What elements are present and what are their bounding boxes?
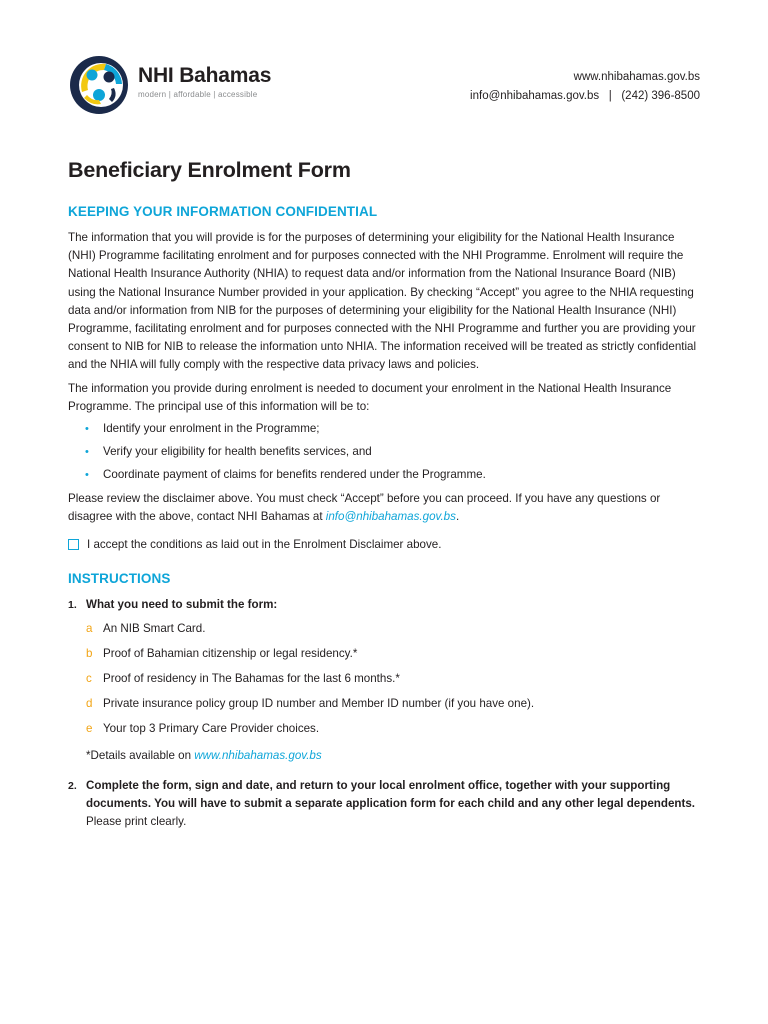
- confidential-paragraph-1: The information that you will provide is for the purposes of determining your eligibility for the National Health Insurance (NHI) Programme facilitating enrolment and for purposes connected with the NHI Programme. Enrolment will require the National Health Insurance Authority (NHIA) to request data and/or information from the National Insurance Board (NIB) using the National Insurance Number provided in your application. By checking “Accept” you agree to the NHIA requesting data and/or information from NIB for the purposes of determining your eligibility for the National Health Insurance (NHI) Programme, facilitating enrolment and for purposes connected with the NHI Programme and further you are providing your consent to NIB for NIB to release the information unto NHIA. The information received will be treated as strictly confidential and the NHIA will fully comply with the respective data privacy laws and policies.: [68, 231, 697, 372]
- review-email-link[interactable]: info@nhibahamas.gov.bs: [325, 510, 456, 524]
- item-instruction-bold: Complete the form, sign and date, and return to your local enrolment office, together with your supporting documents. You will have to submit a separate application form for each child and any other legal dependents.: [86, 779, 696, 810]
- review-paragraph: Please review the disclaimer above. You must check “Accept” before you can proceed. If you have any questions or disagree with the above, contact NHI Bahamas at info@nhibahamas.gov.bs.: [68, 492, 661, 524]
- item-letter: d: [86, 697, 93, 710]
- list-item: b Proof of Bahamian citizenship or legal residency.*: [86, 645, 686, 670]
- item-number: 2.: [68, 780, 77, 792]
- list-item: • Identify your enrolment in the Programme;: [68, 420, 704, 443]
- accept-row: [68, 538, 441, 551]
- brand-tagline: modern | affordable | accessible: [138, 90, 258, 99]
- item-number: 1.: [68, 599, 77, 611]
- item-title: What you need to submit the form:: [86, 598, 278, 611]
- confidential-heading: KEEPING YOUR INFORMATION CONFIDENTIAL: [68, 204, 378, 219]
- item-letter: a: [86, 622, 93, 635]
- requirements-list: [86, 620, 686, 745]
- list-item: e Your top 3 Primary Care Provider choices.: [86, 720, 686, 745]
- contact-separator: |: [608, 90, 612, 102]
- accept-checkbox[interactable]: [68, 539, 79, 550]
- bullet-icon: •: [85, 423, 89, 435]
- details-footnote: *Details available on www.nhibahamas.gov.bs: [86, 749, 322, 762]
- nhi-logo-icon: [68, 54, 130, 116]
- bullet-icon: •: [85, 469, 89, 481]
- purpose-list: [68, 420, 704, 489]
- bullet-icon: •: [85, 446, 89, 458]
- list-item: a An NIB Smart Card.: [86, 620, 686, 645]
- list-item: • Coordinate payment of claims for benefits rendered under the Programme.: [68, 466, 704, 489]
- confidential-paragraph-2: The information you provide during enrolment is needed to document your enrolment in the National Health Insurance Programme. The principal use of this information will be to:: [68, 382, 672, 414]
- item-letter: e: [86, 722, 93, 735]
- accept-label: I accept the conditions as laid out in the Enrolment Disclaimer above.: [87, 538, 442, 551]
- page-title: Beneficiary Enrolment Form: [68, 158, 351, 182]
- brand-name: NHI Bahamas: [138, 64, 272, 87]
- phone-number: (242) 396-8500: [621, 90, 700, 102]
- list-item: d Private insurance policy group ID number and Member ID number (if you have one).: [86, 695, 686, 720]
- website-link[interactable]: www.nhibahamas.gov.bs: [573, 71, 700, 83]
- details-website-link[interactable]: www.nhibahamas.gov.bs: [194, 749, 322, 762]
- instructions-heading: INSTRUCTIONS: [68, 571, 171, 586]
- item-instruction-note: Please print clearly.: [86, 815, 187, 828]
- item-letter: c: [86, 672, 92, 685]
- item-letter: b: [86, 647, 93, 660]
- contact-block: [470, 68, 700, 106]
- email-link[interactable]: info@nhibahamas.gov.bs: [470, 90, 600, 102]
- list-item: • Verify your eligibility for health benefits services, and: [68, 443, 704, 466]
- list-item: c Proof of residency in The Bahamas for the last 6 months.*: [86, 670, 686, 695]
- contact-line: [470, 87, 700, 106]
